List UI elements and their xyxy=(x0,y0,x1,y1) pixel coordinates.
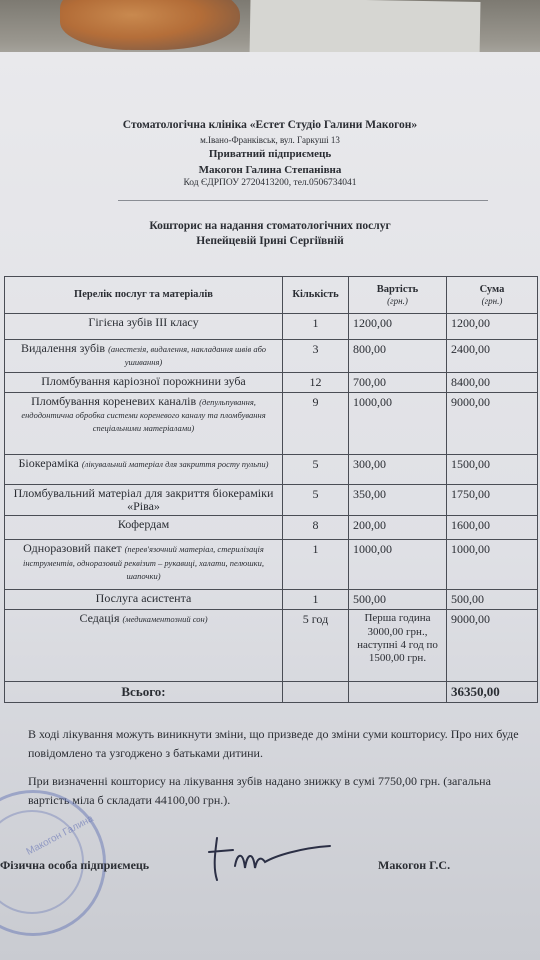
handwritten-signature xyxy=(205,828,335,888)
entrepreneur-title: Приватний підприємець xyxy=(208,148,332,160)
total-row xyxy=(5,682,538,703)
price-cell: 350,00 xyxy=(349,485,447,516)
quantity-cell: 8 xyxy=(283,516,349,540)
service-name: Одноразовий пакет xyxy=(23,541,122,556)
clinic-address: м.Івано-Франківськ, вул. Гаркуші 13 xyxy=(200,135,340,145)
table-header-row xyxy=(5,277,538,314)
quantity-cell: 1 xyxy=(283,540,349,590)
price-cell: 1000,00 xyxy=(349,540,447,590)
service-name-cell xyxy=(5,455,283,485)
total-label: Всього: xyxy=(5,682,283,703)
sum-cell: 2400,00 xyxy=(447,340,538,373)
price-cell: 1200,00 xyxy=(349,314,447,340)
header-sum: Сума (грн.) xyxy=(447,277,538,314)
signature-name: Макогон Г.С. xyxy=(378,858,451,872)
service-name-cell xyxy=(5,393,283,455)
service-name: Видалення зубів xyxy=(21,341,106,355)
note-changes: В ході лікування можуть виникнути зміни, що призведе до зміни суми кошторису. Про них буде повідомлено та узгоджено з батьками дитини. xyxy=(28,727,519,760)
estimate-table xyxy=(4,276,538,703)
table-row xyxy=(5,540,538,590)
header-price: Вартість (грн.) xyxy=(349,277,447,314)
quantity-cell: 5 xyxy=(283,485,349,516)
table-row xyxy=(5,340,538,373)
price-cell: 300,00 xyxy=(349,455,447,485)
table-row xyxy=(5,590,538,610)
background-paper xyxy=(250,0,481,60)
price-cell: 500,00 xyxy=(349,590,447,610)
sum-cell: 9000,00 xyxy=(447,393,538,455)
quantity-cell: 9 xyxy=(283,393,349,455)
price-cell: 1000,00 xyxy=(349,393,447,455)
service-name: Біокераміка xyxy=(18,456,79,470)
service-name-cell xyxy=(5,516,283,540)
header-price-unit: (грн.) xyxy=(387,295,408,306)
price-cell: 800,00 xyxy=(349,340,447,373)
service-name-cell xyxy=(5,314,283,340)
total-empty-cell xyxy=(349,682,447,703)
quantity-cell: 5 xyxy=(283,455,349,485)
header-qty: Кількість xyxy=(283,277,349,314)
service-name: Пломбування кореневих каналів xyxy=(31,394,197,408)
service-note: (депульпування, ендодонтична обробка системи кореневого каналу та пломбування спеціальними матеріалами) xyxy=(21,397,266,434)
total-value: 36350,00 xyxy=(447,682,538,703)
price-cell: 200,00 xyxy=(349,516,447,540)
table-row xyxy=(5,314,538,340)
service-note: (перев'язочний матеріал, стерилізація інструментів, одноразовий реквізит – рукавиці, халати, пелюшки, шапочки) xyxy=(22,544,265,581)
table-row xyxy=(5,516,538,540)
service-note: (анестезія, видалення, накладання швів або ушивання) xyxy=(108,344,266,368)
sum-cell: 9000,00 xyxy=(447,610,538,682)
sum-cell: 8400,00 xyxy=(447,373,538,393)
quantity-cell: 1 xyxy=(283,590,349,610)
document-title: Кошторис на надання стоматологічних послуг xyxy=(149,220,391,232)
service-note: (медикаментозний сон) xyxy=(122,614,208,625)
service-name-cell xyxy=(5,540,283,590)
sum-cell: 1750,00 xyxy=(447,485,538,516)
sum-cell: 1000,00 xyxy=(447,540,538,590)
price-cell: Перша година 3000,00 грн., наступні 4 год по 1500,00 грн. xyxy=(349,610,447,682)
entrepreneur-name: Макогон Галина Степанівна xyxy=(198,164,342,176)
service-name-cell xyxy=(5,373,283,393)
table-row xyxy=(5,373,538,393)
header-sum-unit: (грн.) xyxy=(481,295,503,306)
table-row xyxy=(5,485,538,516)
sum-cell: 1500,00 xyxy=(447,455,538,485)
sum-cell: 1600,00 xyxy=(447,516,538,540)
service-name: Пломбувальний матеріал для закриття біокераміки «Ріва» xyxy=(13,486,274,514)
clinic-name: Стоматологічна клініка «Естет Студіо Галини Макогон» xyxy=(122,119,418,131)
price-cell: 700,00 xyxy=(349,373,447,393)
quantity-cell: 3 xyxy=(283,340,349,373)
service-name-cell xyxy=(5,590,283,610)
quantity-cell: 12 xyxy=(283,373,349,393)
service-name-cell xyxy=(5,610,283,682)
sum-cell: 1200,00 xyxy=(447,314,538,340)
sum-cell: 500,00 xyxy=(447,590,538,610)
note-discount: При визначенні кошторису на лікування зубів надано знижку в сумі 7750,00 грн. (загальна вартість міла б складати 44100,00 грн.). xyxy=(28,774,491,807)
table-row xyxy=(5,610,538,682)
quantity-cell: 1 xyxy=(283,314,349,340)
signature-label: Фізична особа підприємець xyxy=(0,858,150,872)
quantity-cell: 5 год xyxy=(283,610,349,682)
total-empty-cell xyxy=(283,682,349,703)
service-name-cell xyxy=(5,340,283,373)
service-name: Послуга асистента xyxy=(95,591,192,606)
header-service: Перелік послуг та матеріалів xyxy=(5,277,283,314)
service-name: Гігієна зубів III класу xyxy=(88,315,199,329)
service-name: Кофердам xyxy=(117,517,170,532)
patient-name: Непейцевій Ірині Сергіївній xyxy=(196,235,344,247)
service-note: (лікувальний матеріал для закриття росту пульпи) xyxy=(81,459,269,469)
service-name-cell xyxy=(5,485,283,516)
table-row xyxy=(5,393,538,455)
service-name: Пломбування каріозної порожнини зуба xyxy=(41,374,246,388)
registration-codes: Код ЄДРПОУ 2720413200, тел.0506734041 xyxy=(183,178,357,188)
service-name: Седація xyxy=(79,611,120,626)
header-divider xyxy=(118,200,488,201)
table-row xyxy=(5,455,538,485)
seal-stamp-text: Макогон Галина xyxy=(24,813,96,858)
